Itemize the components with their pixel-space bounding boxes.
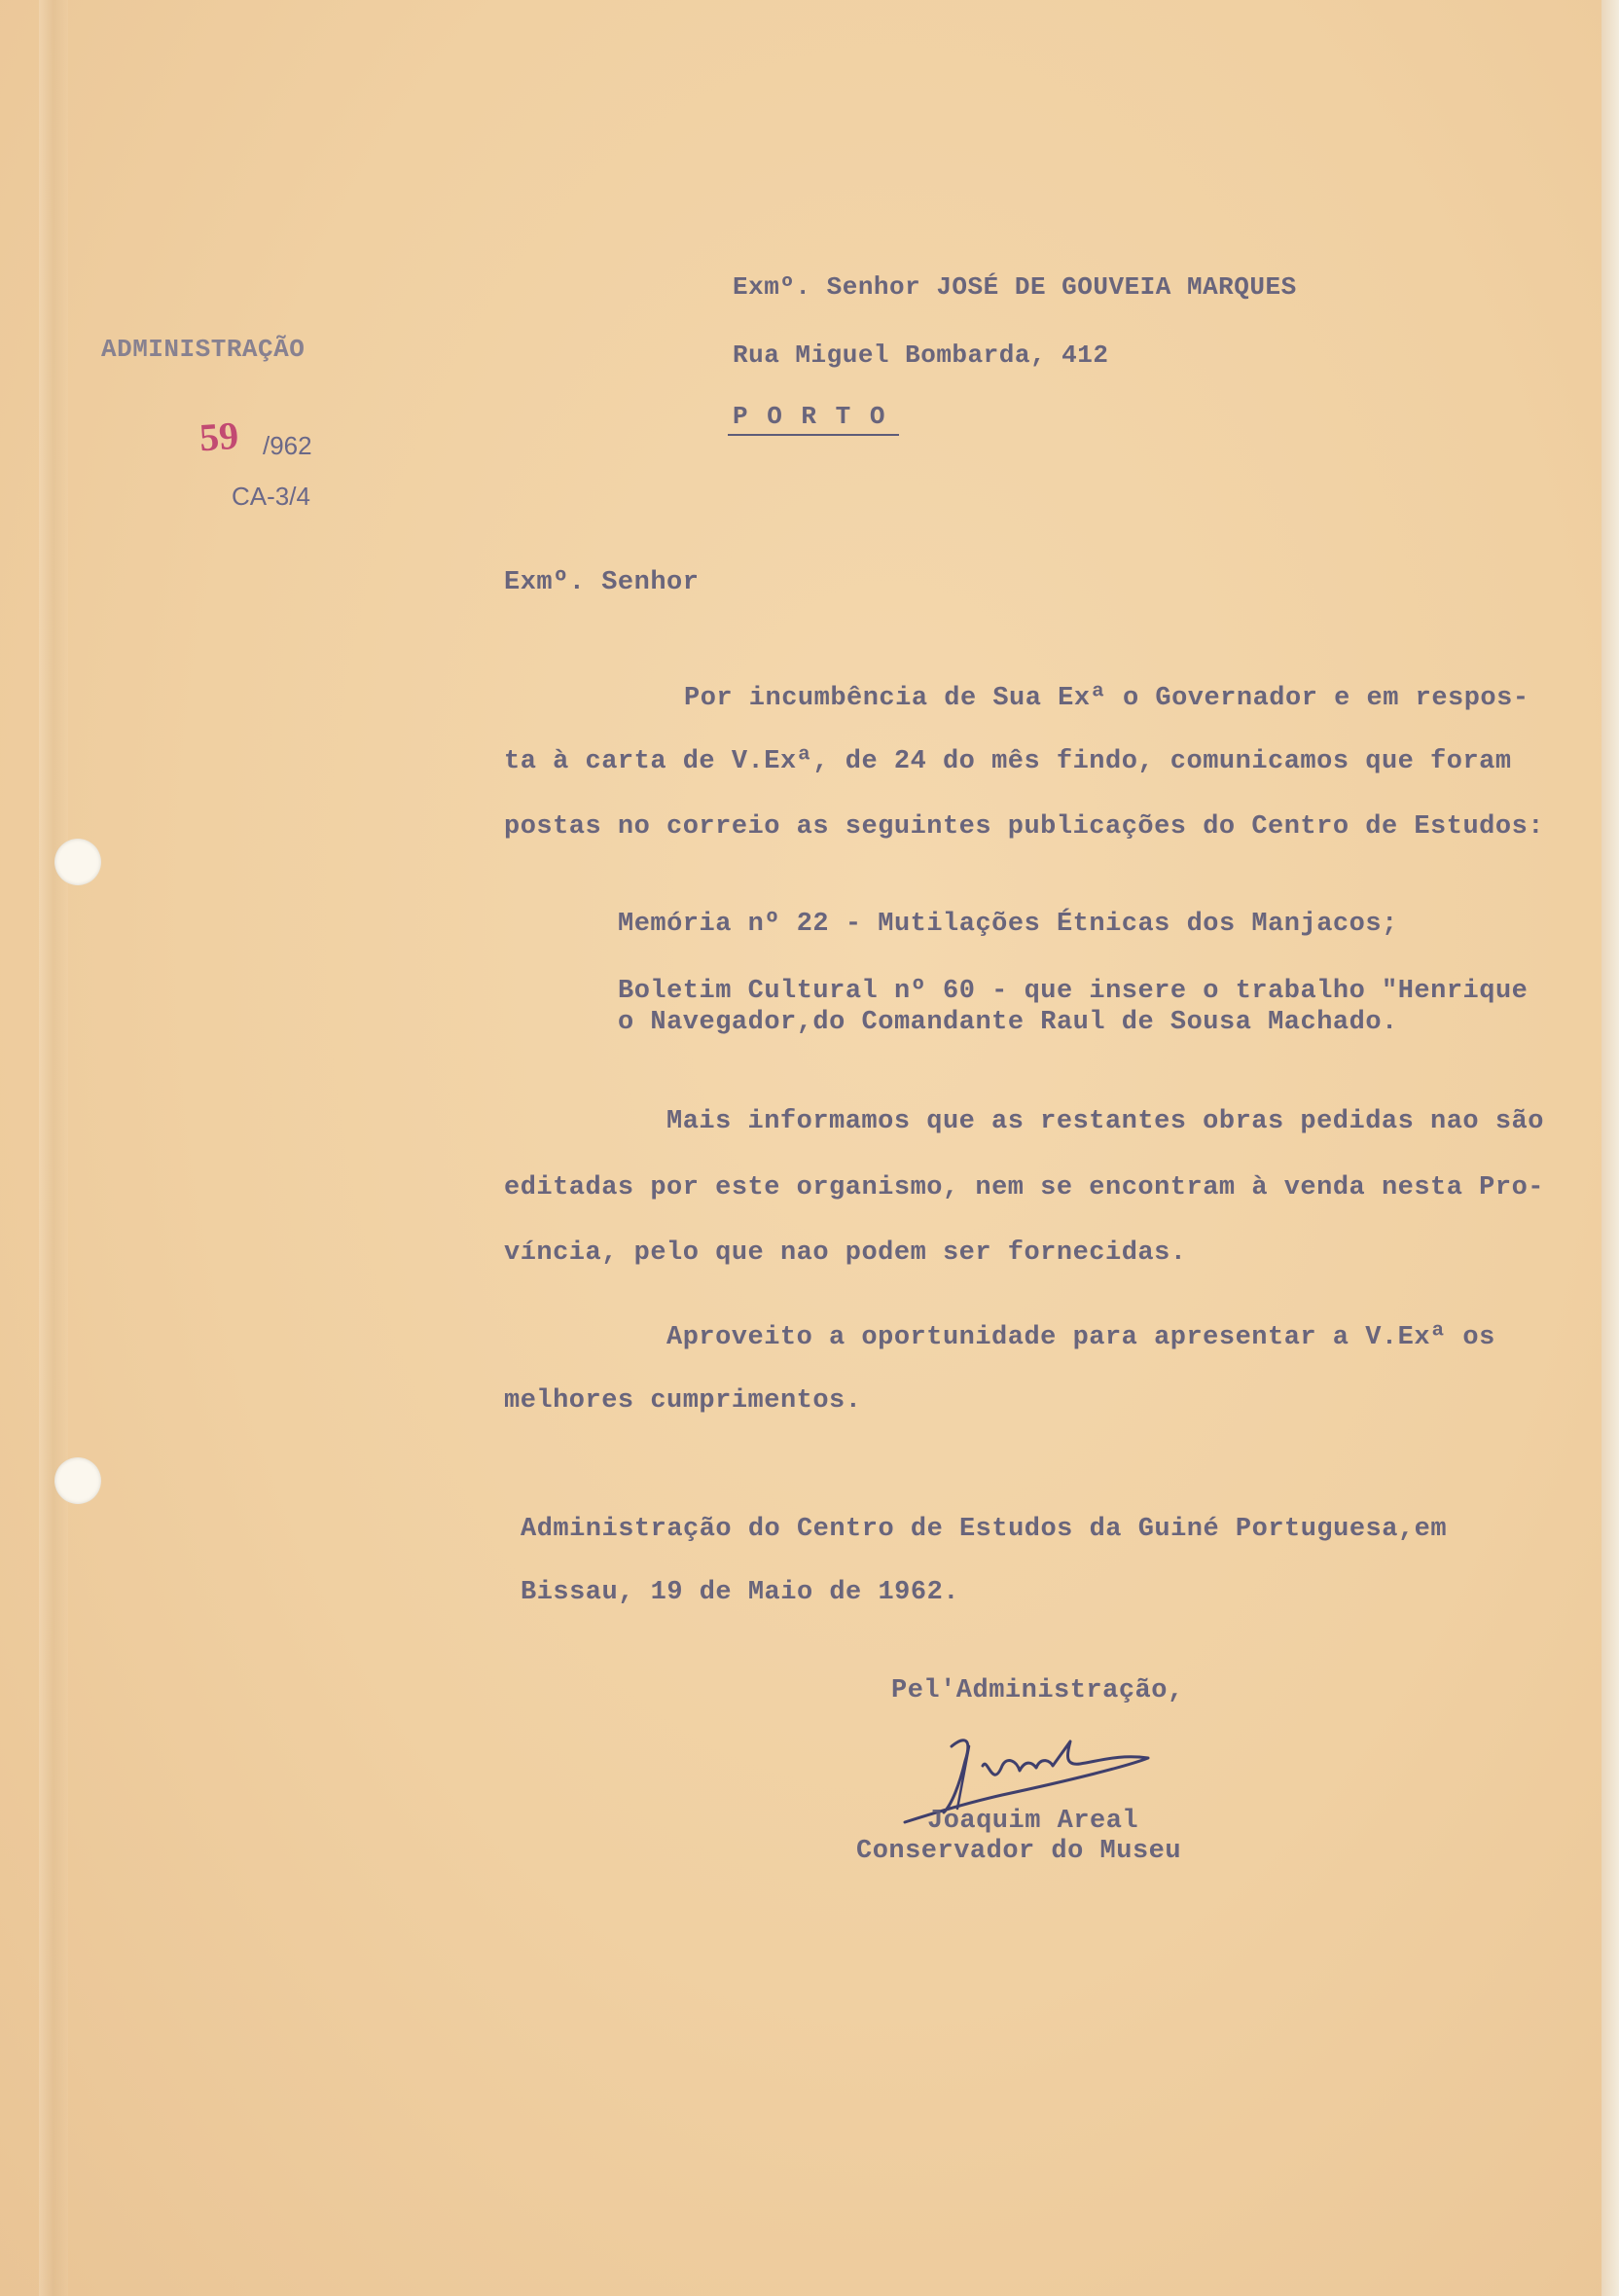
paragraph-1-line-1: Por incumbência de Sua Exª o Governador e em respos- (684, 684, 1529, 713)
reference-code: CA-3/4 (232, 482, 310, 511)
punch-hole-top (54, 839, 101, 885)
paragraph-2-line-1: Mais informamos que as restantes obras pedidas nao são (666, 1107, 1544, 1136)
place-date-line: Bissau, 19 de Maio de 1962. (521, 1578, 959, 1607)
paragraph-2-line-3: víncia, pelo que nao podem ser fornecidas. (504, 1238, 1187, 1268)
paragraph-3-line-2: melhores cumprimentos. (504, 1386, 862, 1416)
punch-hole-bottom (54, 1457, 101, 1504)
publication-item-1: Memória nº 22 - Mutilações Étnicas dos Manjacos; (618, 910, 1398, 939)
reference-number: 59 (198, 413, 240, 460)
publication-item-2-line-2: o Navegador,do Comandante Raul de Sousa Machado. (618, 1008, 1398, 1037)
place-line-1: Administração do Centro de Estudos da Guiné Portuguesa,em (521, 1515, 1448, 1544)
on-behalf-label: Pel'Administração, (891, 1676, 1184, 1705)
city-underline (728, 434, 899, 436)
signatory-name: Joaquim Areal (927, 1807, 1139, 1836)
paper-edge (1601, 0, 1619, 2296)
salutation: Exmº. Senhor (504, 568, 700, 597)
recipient-city: P O R T O (733, 402, 887, 431)
paragraph-3-line-1: Aproveito a oportunidade para apresentar a V.Exª os (666, 1323, 1495, 1352)
paragraph-2-line-2: editadas por este organismo, nem se encontram à venda nesta Pro- (504, 1173, 1544, 1202)
reference-year: /962 (263, 431, 312, 460)
department-label: ADMINISTRAÇÃO (101, 335, 306, 364)
paragraph-1-line-2: ta à carta de V.Exª, de 24 do mês findo, comunicamos que foram (504, 747, 1512, 776)
recipient-street: Rua Miguel Bombarda, 412 (733, 341, 1109, 370)
paragraph-1-line-3: postas no correio as seguintes publicações do Centro de Estudos: (504, 812, 1544, 842)
recipient-name: Exmº. Senhor JOSÉ DE GOUVEIA MARQUES (733, 272, 1297, 302)
signatory-title: Conservador do Museu (856, 1837, 1182, 1866)
publication-item-2-line-1: Boletim Cultural nº 60 - que insere o trabalho "Henrique (618, 977, 1529, 1006)
